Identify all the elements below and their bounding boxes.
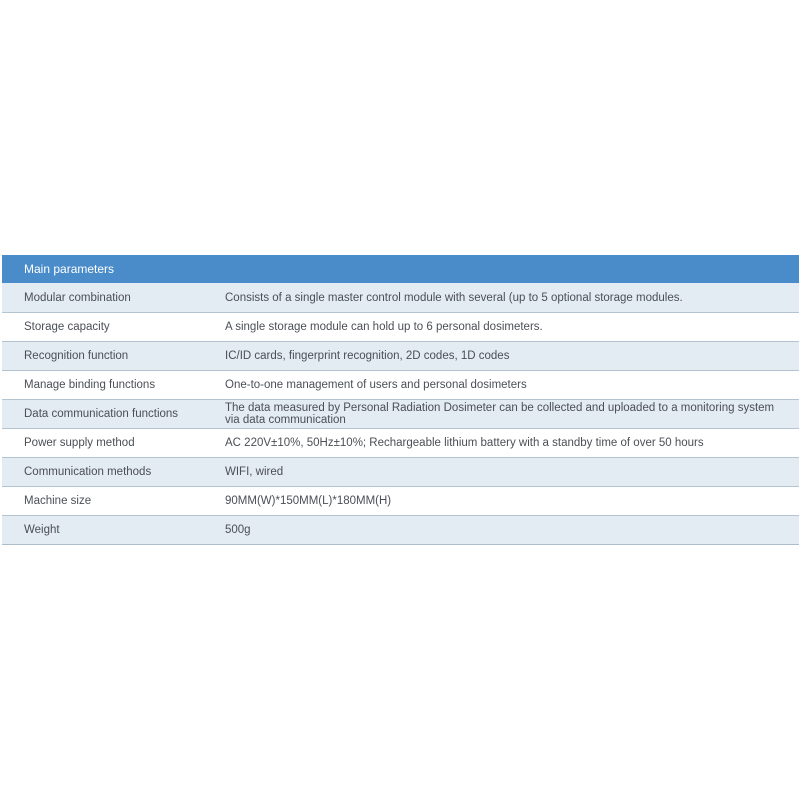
row-value-modular-combination: Consists of a single master control module with several (up to 5 optional storage modules.	[225, 291, 683, 304]
table-row	[2, 399, 799, 428]
row-label-machine-size: Machine size	[24, 495, 92, 507]
row-label-recognition-function: Recognition function	[24, 350, 129, 362]
table-row	[2, 341, 799, 370]
row-label-data-communication: Data communication functions	[24, 408, 179, 420]
row-value-machine-size: 90MM(W)*150MM(L)*180MM(H)	[225, 495, 392, 507]
row-value-communication-methods: WIFI, wired	[225, 466, 284, 478]
table-header: Main parameters	[2, 255, 799, 283]
row-label-manage-binding: Manage binding functions	[24, 379, 156, 391]
row-label-weight: Weight	[24, 524, 60, 536]
table-body	[2, 283, 799, 544]
table-row	[2, 428, 799, 457]
table-row	[2, 283, 799, 312]
row-label-power-supply: Power supply method	[24, 437, 135, 449]
row-value-manage-binding: One-to-one management of users and personal dosimeters	[225, 379, 527, 391]
row-value-recognition-function: IC/ID cards, fingerprint recognition, 2D codes, 1D codes	[225, 350, 510, 362]
row-value-power-supply: AC 220V±10%, 50Hz±10%; Rechargeable lithium battery with a standby time of over 50 hours	[225, 437, 704, 449]
table-row	[2, 457, 799, 486]
main-parameters-table	[2, 255, 799, 545]
row-value-weight: 500g	[225, 524, 251, 536]
row-label-modular-combination: Modular combination	[24, 291, 131, 304]
table-row	[2, 370, 799, 399]
table-row	[2, 486, 799, 515]
row-label-communication-methods: Communication methods	[24, 466, 152, 478]
row-value-data-communication: The data measured by Personal Radiation Dosimeter can be collected and uploaded to a monitoring system via data communication	[225, 402, 775, 426]
table-row	[2, 312, 799, 341]
row-label-storage-capacity: Storage capacity	[24, 321, 110, 333]
table-row	[2, 515, 799, 544]
row-value-storage-capacity: A single storage module can hold up to 6 personal dosimeters.	[225, 321, 543, 333]
